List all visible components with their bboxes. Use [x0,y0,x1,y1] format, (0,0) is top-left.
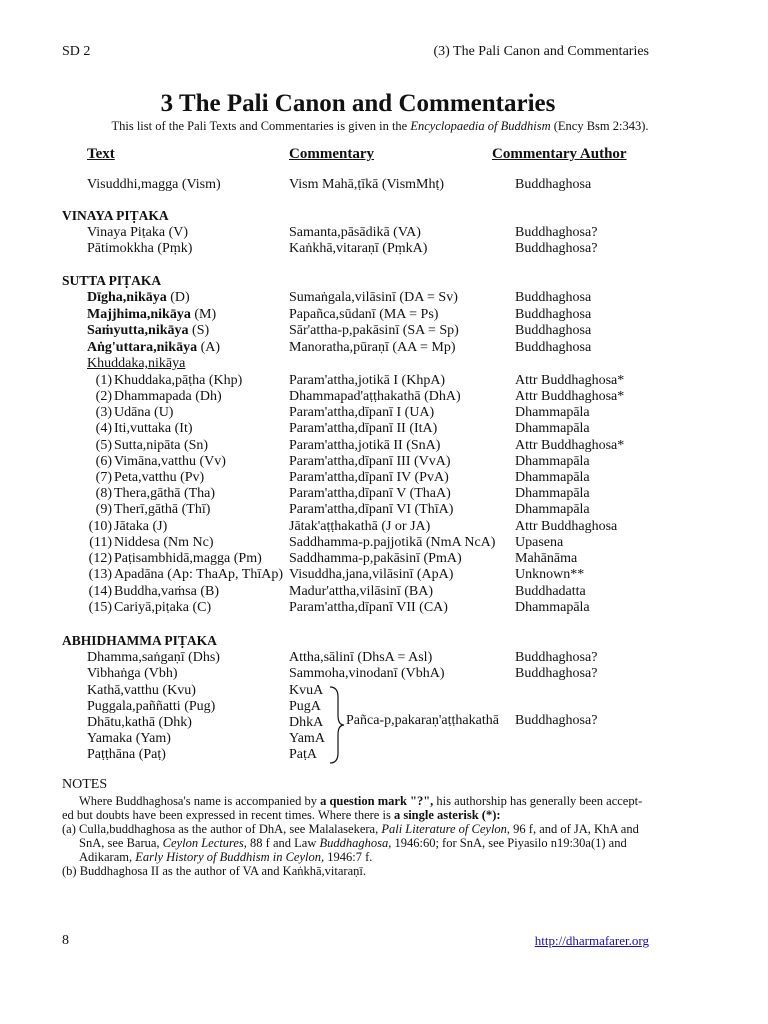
notes-paragraph-1-line-1 [62,794,652,809]
table-row [0,307,768,324]
table-row [0,502,768,519]
table-row [0,731,768,748]
running-header-left: SD 2 [62,44,91,59]
nikaya-name: Aṅg'uttara,nikāya [87,340,198,355]
note-italic: Pali Literature of Ceylon [381,822,507,836]
dharmafarer-link[interactable]: http://dharmafarer.org [534,933,649,948]
row-commentary: Dhammapad'aṭṭhakathā (DhA) [289,389,461,404]
row-commentary: Param'attha,dīpanī II (ItA) [289,421,438,436]
table-row [0,373,768,390]
row-text: Dhammapada (Dh) [114,389,222,404]
note-text: his authorship has generally been accept- [433,794,643,808]
table-row [0,584,768,601]
row-number: (4) [95,421,112,436]
row-number: (11) [89,535,112,550]
row-text: Jātaka (J) [114,519,168,534]
row-commentary: Papañca,sūdanī (MA = Ps) [289,307,439,322]
row-commentary: Visuddha,jana,vilāsinī (ApA) [289,567,454,582]
grouped-commentary: Pañca-p,pakaraṇ'aṭṭhakathā [346,713,499,728]
row-commentary: DhkA [289,715,324,730]
row-author: Attr Buddhaghosa* [515,373,625,388]
row-text: Vimāna,vatthu (Vv) [114,454,226,469]
row-text: Buddha,vaṁsa (B) [114,584,219,599]
row-author: Unknown** [515,567,585,582]
table-row [0,323,768,340]
intro-after: (Ency Bsm 2:343). [550,119,649,133]
row-commentary: Param'attha,dīpanī VI (ThīA) [289,502,454,517]
row-author: Attr Buddhaghosa [515,519,618,534]
table-row [0,177,768,194]
note-a-line-2 [79,836,669,851]
row-text: Iti,vuttaka (It) [114,421,193,436]
row-text: Niddesa (Nm Nc) [114,535,214,550]
row-commentary: Saddhamma-p,pakāsinī (PmA) [289,551,462,566]
row-commentary: KvuA [289,683,324,698]
row-commentary: Param'attha,jotikā II (SnA) [289,438,441,453]
table-row [0,225,768,242]
row-number: (6) [95,454,112,469]
row-number: (2) [95,389,112,404]
row-commentary: Samanta,pāsādikā (VA) [289,225,421,240]
row-commentary: Kaṅkhā,vitaraṇī (PṃkA) [289,241,428,256]
table-row [0,683,768,700]
section-heading-sutta: SUTTA PIṬAKA [62,273,162,288]
row-number: (13) [88,567,112,582]
row-author: Dhammapāla [515,502,590,517]
row-text: Puggala,paññatti (Pug) [87,699,216,714]
table-row [0,535,768,552]
row-commentary: Param'attha,dīpanī V (ThaA) [289,486,451,501]
note-text: Adikaram, [79,850,136,864]
row-author: Attr Buddhaghosa* [515,389,625,404]
row-author: Dhammapāla [515,454,590,469]
row-author: Attr Buddhaghosa* [515,438,625,453]
row-author: Dhammapāla [515,405,590,420]
note-text: , 96 f, and of JA, KhA and [506,822,639,836]
row-text [87,307,216,323]
table-row [0,340,768,357]
page-number: 8 [62,933,69,948]
row-number: (10) [88,519,112,534]
row-commentary: Manoratha,pūraṇī (AA = Mp) [289,340,456,355]
note-text: Where Buddhaghosa's name is accompanied by [79,794,321,808]
row-commentary: Param'attha,jotikā I (KhpA) [289,373,446,388]
running-header-right: (3) The Pali Canon and Commentaries [433,44,649,59]
table-row [0,567,768,584]
row-number: (5) [95,438,112,453]
note-a-line-3 [79,850,669,865]
row-author: Dhammapāla [515,421,590,436]
row-text: Apadāna (Ap: ThaAp, ThīAp) [114,567,283,582]
table-row [0,519,768,536]
row-text: Dhātu,kathā (Dhk) [87,715,192,730]
row-text: Cariyā,piṭaka (C) [114,600,212,615]
row-commentary: Sumaṅgala,vilāsinī (DA = Sv) [289,290,458,305]
intro-before: This list of the Pali Texts and Commentaries is given in the [111,119,411,133]
note-italic: Early History of Buddhism in Ceylon, [135,850,325,864]
intro-italic: Encyclopaedia of Buddhism [410,119,551,133]
grouped-author: Buddhaghosa? [515,713,598,728]
row-author: Dhammapāla [515,470,590,485]
row-text: Peta,vatthu (Pv) [114,470,205,485]
row-number: (3) [95,405,112,420]
row-author: Upasena [515,535,564,550]
row-author: Buddhaghosa [515,323,592,338]
row-text: Therī,gāthā (Thī) [114,502,211,517]
row-text: Thera,gāthā (Tha) [114,486,216,501]
table-row [0,650,768,667]
row-author: Buddhaghosa? [515,650,598,665]
nikaya-name: Saṁyutta,nikāya [87,323,189,338]
row-number: (9) [95,502,112,517]
row-text: Visuddhi,magga (Vism) [87,177,221,192]
row-commentary: Madur'attha,vilāsinī (BA) [289,584,434,599]
row-text [87,340,220,356]
nikaya-abbr: (S) [188,323,210,338]
khuddaka-heading: Khuddaka,nikāya [87,356,186,371]
notes-paragraph-1-line-2 [62,808,652,823]
row-text: Khuddaka,pāṭha (Khp) [114,373,243,388]
row-commentary: Param'attha,dīpanī I (UA) [289,405,435,420]
row-commentary: Saddhamma-p.pajjotikā (NmA NcA) [289,535,496,550]
notes-heading: NOTES [62,777,108,792]
row-author: Buddhadatta [515,584,586,599]
row-text: Vinaya Piṭaka (V) [87,225,189,240]
note-bold: a question mark "?", [320,794,434,808]
row-number: (7) [95,470,112,485]
row-commentary: Sammoha,vinodanī (VbhA) [289,666,445,681]
row-number: (12) [88,551,112,566]
row-text: Pātimokkha (Pṃk) [87,241,193,256]
row-commentary: Vism Mahā,ṭīkā (VismMhṭ) [289,177,445,192]
row-commentary: Attha,sālinī (DhsA = Asl) [289,650,433,665]
note-a-line-1 [62,822,652,837]
row-author: Mahānāma [515,551,578,566]
note-text: (a) Culla,buddhaghosa as the author of DhA, see Malalasekera, [62,822,382,836]
row-text [87,323,209,339]
section-heading-vinaya: VINAYA PIṬAKA [62,208,169,223]
nikaya-abbr: (M) [190,307,217,322]
table-row [0,747,768,764]
row-author: Buddhaghosa [515,290,592,305]
note-b: (b) Buddhaghosa II as the author of VA and Kaṅkhā,vitaraṇī. [62,864,366,878]
row-number: (14) [88,584,112,599]
row-commentary: Param'attha,dīpanī IV (PvA) [289,470,449,485]
row-commentary: Param'attha,dīpanī VII (CA) [289,600,448,615]
note-text: 1946:7 f. [324,850,373,864]
intro-text [0,119,760,134]
note-bold: a single asterisk (*): [393,808,501,822]
note-italic: Ceylon Lectures [162,836,244,850]
khuddaka-heading-row [0,356,768,373]
row-author: Dhammapāla [515,600,590,615]
note-text: , 88 f and Law [243,836,320,850]
row-author: Buddhaghosa? [515,241,598,256]
table-row [0,666,768,683]
table-row [0,600,768,617]
row-text: Paṭṭhāna (Paṭ) [87,747,166,762]
table-row [0,438,768,455]
row-text: Kathā,vatthu (Kvu) [87,683,196,698]
row-commentary: PaṭA [289,747,317,762]
nikaya-name: Dīgha,nikāya [87,290,167,305]
page-title: 3 The Pali Canon and Commentaries [160,90,556,117]
row-commentary: YamA [289,731,325,746]
row-commentary: PugA [289,699,321,714]
table-row [0,486,768,503]
table-row [0,389,768,406]
row-author: Dhammapāla [515,486,590,501]
row-text [87,290,190,306]
table-row [0,290,768,307]
table-row [0,551,768,568]
table-row [0,454,768,471]
row-text: Dhamma,saṅgaṇī (Dhs) [87,650,220,665]
table-row [0,421,768,438]
row-number: (1) [95,373,112,388]
row-text: Vibhaṅga (Vbh) [87,666,178,681]
note-text: ed but doubts have been expressed in recent times. Where there is [62,808,394,822]
nikaya-abbr: (D) [166,290,190,305]
note-text: SnA, see Barua, [79,836,163,850]
table-row [0,470,768,487]
row-number: (8) [95,486,112,501]
row-author: Buddhaghosa [515,177,592,192]
row-text: Udāna (U) [114,405,174,420]
column-header-author: Commentary Author [492,146,627,162]
row-author: Buddhaghosa [515,307,592,322]
row-author: Buddhaghosa? [515,666,598,681]
nikaya-name: Majjhima,nikāya [87,307,191,322]
row-commentary: Param'attha,dīpanī III (VvA) [289,454,451,469]
table-row [0,241,768,258]
section-heading-abhidhamma: ABHIDHAMMA PIṬAKA [62,633,217,648]
right-brace-icon [328,685,346,765]
table-row [0,405,768,422]
row-commentary: Jātak'aṭṭhakathā (J or JA) [289,519,431,534]
row-author: Buddhaghosa [515,340,592,355]
note-italic: Buddhaghosa, [319,836,392,850]
row-text: Yamaka (Yam) [87,731,171,746]
column-header-commentary: Commentary [289,146,374,162]
note-text: 1946:60; for SnA, see Piyasilo n19:30a(1) and [391,836,627,850]
row-commentary: Sār'attha-p,pakāsinī (SA = Sp) [289,323,459,338]
row-text: Sutta,nipāta (Sn) [114,438,209,453]
row-author: Buddhaghosa? [515,225,598,240]
nikaya-abbr: (A) [197,340,221,355]
row-text: Paṭisambhidā,magga (Pm) [114,551,262,566]
column-header-text: Text [87,146,115,162]
row-number: (15) [88,600,112,615]
